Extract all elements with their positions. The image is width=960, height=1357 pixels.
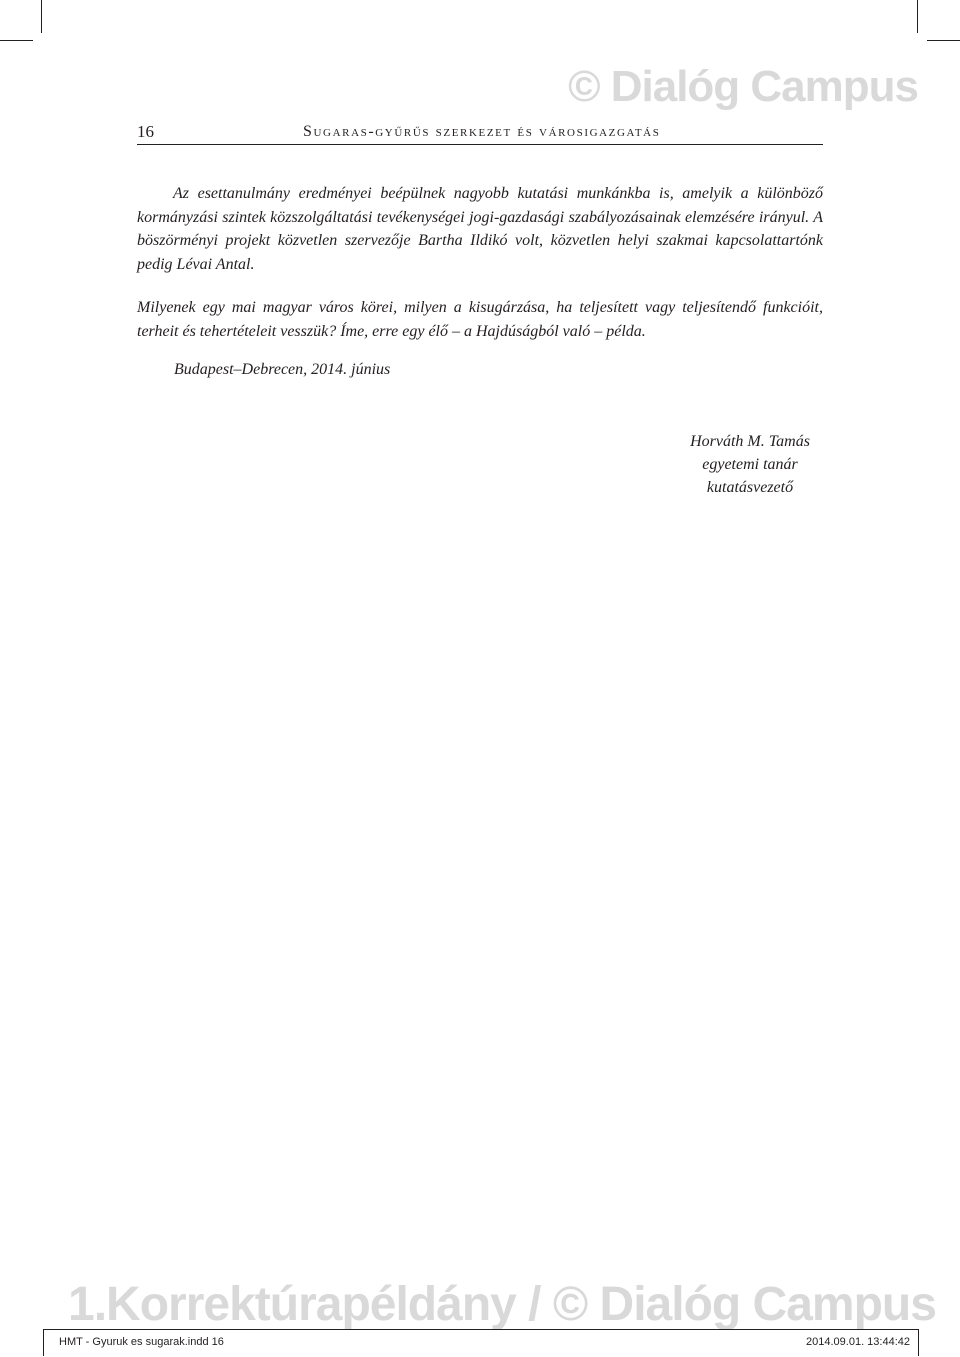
slug-timestamp: 2014.09.01. 13:44:42 <box>806 1336 910 1348</box>
signature-role: kutatásvezető <box>706 479 794 496</box>
watermark-top: © Dialóg Campus <box>568 62 918 111</box>
crop-mark <box>41 0 42 33</box>
signature-title: egyetemi tanár <box>702 456 798 473</box>
crop-mark <box>917 0 918 33</box>
crop-mark <box>927 40 960 41</box>
body-paragraph-2 <box>137 296 823 343</box>
running-title: Sugaras-gyűrűs szerkezet és városigazgatás <box>303 123 661 140</box>
page-number: 16 <box>137 122 154 141</box>
slug-filename: HMT - Gyuruk es sugarak.indd 16 <box>59 1336 224 1348</box>
signature-block <box>600 430 900 499</box>
page-header <box>137 122 823 145</box>
dateline: Budapest–Debrecen, 2014. június <box>174 361 391 378</box>
watermark-bottom: 1.Korrektúrapéldány / © Dialóg Campus <box>68 1278 936 1330</box>
paragraph-text: Milyenek egy mai magyar város körei, milyen a kisugárzása, ha teljesített vagy teljesítendő funkcióit, terheit és tehertételeit vesszük? Íme, erre egy élő – a Hajdúságból való – példa. <box>137 299 823 340</box>
paragraph-text: Az esettanulmány eredményei beépülnek nagyobb kutatási munkánkba is, amelyik a különböző kormányzási szintek közszolgáltatási tevékenységei jogi-gazdasági szabályozásainak elemzésére irányul. A böszörményi projekt közvetlen szervezője Bartha Ildikó volt, közvetlen helyi szakmai kapcsolattartónk pedig Lévai Antal. <box>137 185 823 273</box>
signature-name: Horváth M. Tamás <box>690 433 810 450</box>
body-paragraph-1 <box>137 182 823 276</box>
crop-mark <box>0 40 33 41</box>
